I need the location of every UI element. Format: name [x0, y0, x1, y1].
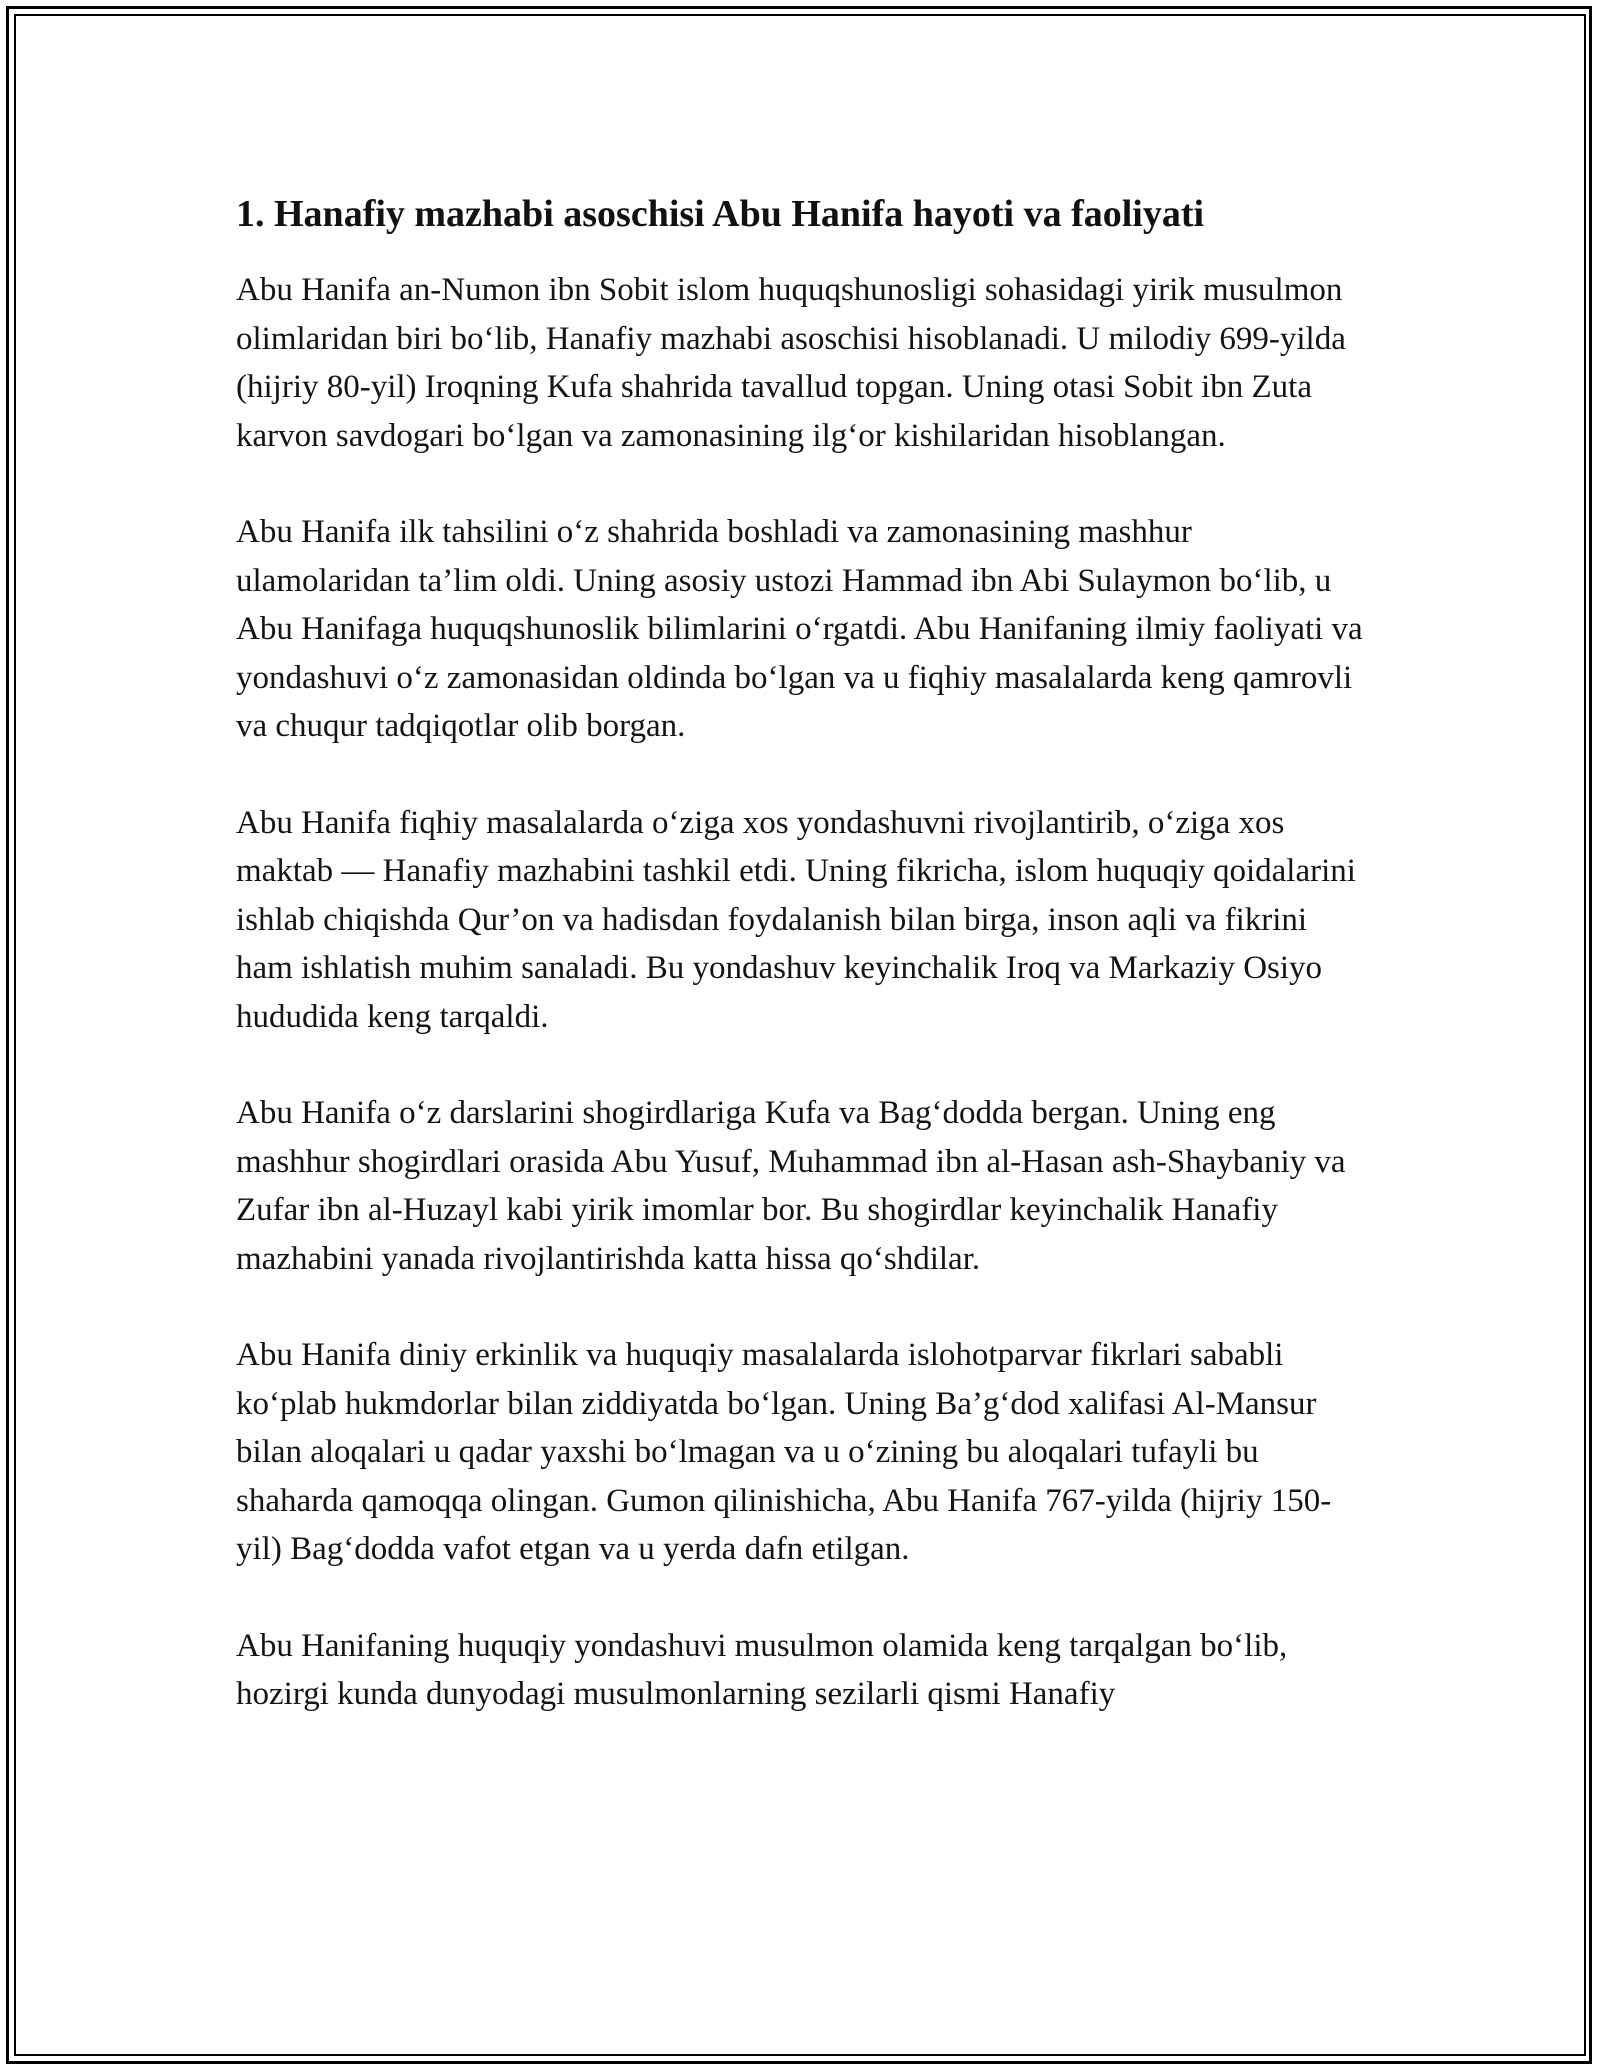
paragraph-students: Abu Hanifa o‘z darslarini shogirdlariga Kufa va Bag‘dodda bergan. Uning eng mashhur shogirdlari orasida Abu Yusuf, Muhammad ibn al-Hasan ash-Shaybaniy va Zufar ibn al-Huzayl kabi yirik imomlar bor. Bu shogirdlar keyinchalik Hanafiy mazhabini yanada rivojlantirishda katta hissa qo‘shdilar. [236, 1095, 1346, 1277]
section-heading: 1. Hanafiy mazhabi asoschisi Abu Hanifa hayoti va faoliyati [236, 193, 1205, 235]
paragraph-conflicts: Abu Hanifa diniy erkinlik va huquqiy masalalarda islohotparvar fikrlari sababli ko‘plab hukmdorlar bilan ziddiyatda bo‘lgan. Uning Ba’g‘dod xalifasi Al-Mansur bilan aloqalari u qadar yaxshi bo‘lmagan va u o‘zining bu aloqalari tufayli bu shaharda qamoqqa olingan. Gumon qilinishicha, Abu Hanifa 767-yilda (hijriy 150-yil) Bag‘dodda vafot etgan va u yerda dafn etilgan. [236, 1337, 1332, 1567]
paragraph-education: Abu Hanifa ilk tahsilini o‘z shahrida boshladi va zamonasining mashhur ulamolaridan ta’lim oldi. Uning asosiy ustozi Hammad ibn Abi Sulaymon bo‘lib, u Abu Hanifaga huquqshunoslik bilimlarini o‘rgatdi. Abu Hanifaning ilmiy faoliyati va yondashuvi o‘z zamonasidan oldinda bo‘lgan va u fiqhiy masalalarda keng qamrovli va chuqur tadqiqotlar olib borgan. [236, 514, 1363, 744]
paragraph-legacy: Abu Hanifaning huquqiy yondashuvi musulmon olamida keng tarqalgan bo‘lib, hozirgi kunda dunyodagi musulmonlarning sezilarli qismi Hanafiy [236, 1627, 1288, 1712]
paragraph-methodology: Abu Hanifa fiqhiy masalalarda o‘ziga xos yondashuvni rivojlantirib, o‘ziga xos maktab — Hanafiy mazhabini tashkil etdi. Uning fikricha, islom huquqiy qoidalarini ishlab chiqishda Qur’on va hadisdan foydalanish bilan birga, inson aqli va fikrini ham ishlatish muhim sanaladi. Bu yondashuv keyinchalik Iroq va Markaziy Osiyo hududida keng tarqaldi. [236, 804, 1356, 1035]
document-body [236, 186, 1366, 1767]
paragraph-biography: Abu Hanifa an-Numon ibn Sobit islom huquqshunosligi sohasidagi yirik musulmon olimlaridan biri bo‘lib, Hanafiy mazhabi asoschisi hisoblanadi. U milodiy 699-yilda (hijriy 80-yil) Iroqning Kufa shahrida tavallud topgan. Uning otasi Sobit ibn Zuta karvon savdogari bo‘lgan va zamonasining ilg‘or kishilaridan hisoblangan. [236, 272, 1346, 454]
